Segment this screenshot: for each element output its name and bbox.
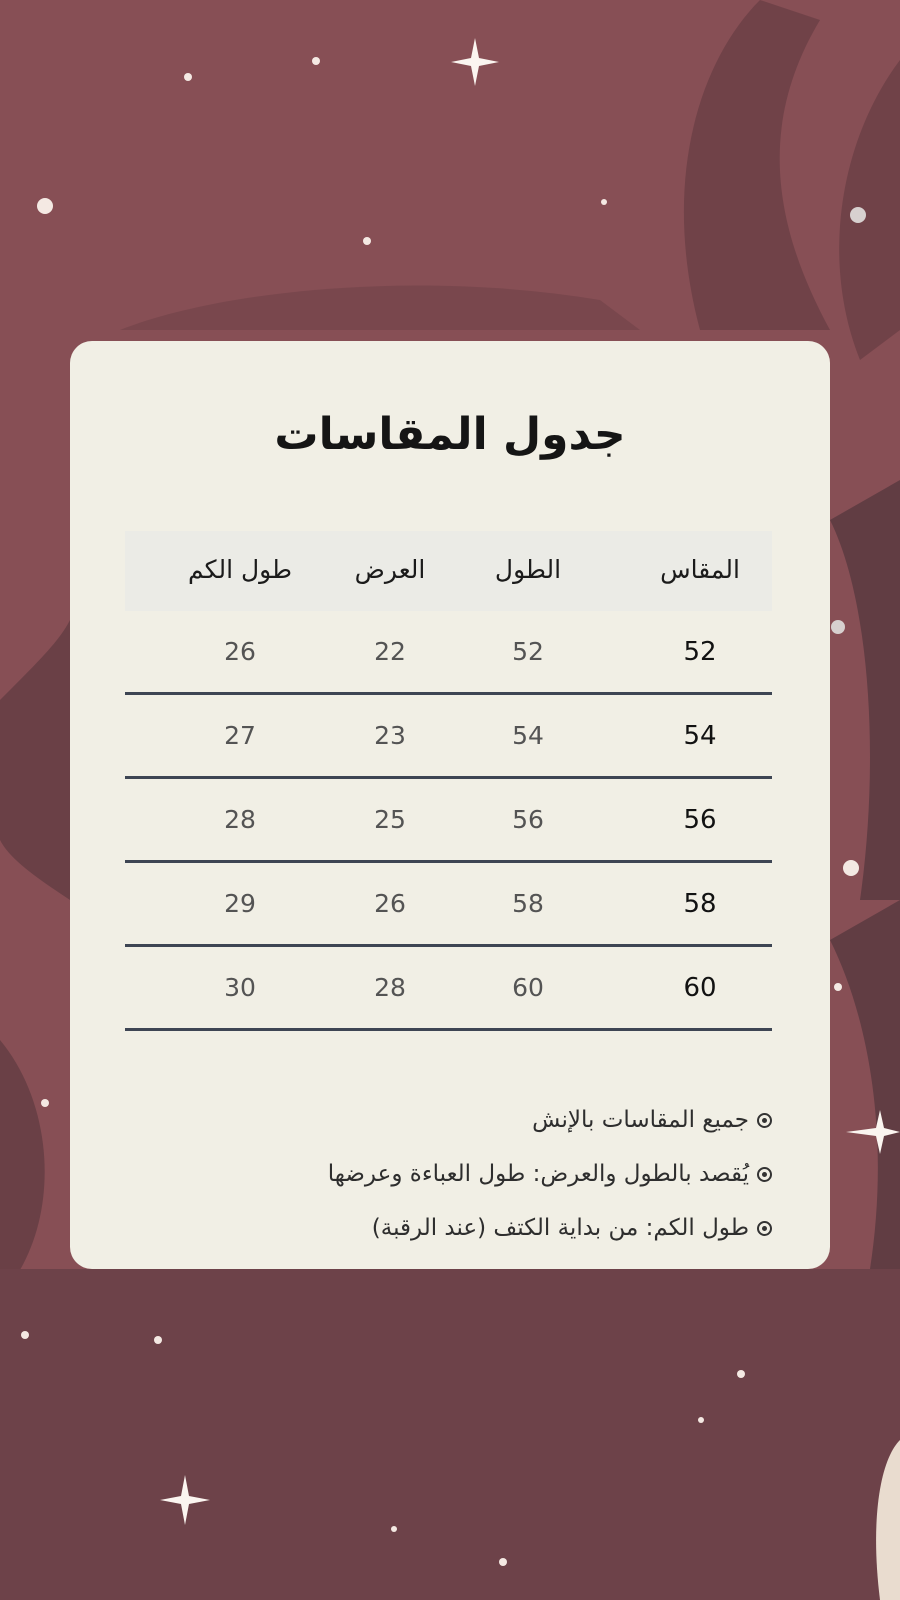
cell-width: 28 <box>374 973 406 1002</box>
cell-width: 23 <box>374 721 406 750</box>
cell-sleeve-length: 26 <box>224 637 256 666</box>
bullet-icon <box>757 1167 772 1182</box>
note-item <box>328 1147 772 1201</box>
bullet-icon <box>757 1221 772 1236</box>
table-row <box>125 947 772 1031</box>
size-table <box>125 531 772 1031</box>
cell-length: 56 <box>512 805 544 834</box>
cell-length: 58 <box>512 889 544 918</box>
table-row <box>125 611 772 695</box>
note-text: يُقصد بالطول والعرض: طول العباءة وعرضها <box>327 1161 749 1187</box>
cell-size: 58 <box>683 889 717 919</box>
cell-length: 60 <box>512 973 544 1002</box>
note-text: جميع المقاسات بالإنش <box>532 1107 749 1133</box>
table-row <box>125 863 772 947</box>
page-title: جدول المقاسات <box>274 409 626 460</box>
header-width: العرض <box>354 555 426 584</box>
cell-width: 25 <box>374 805 406 834</box>
cell-size: 54 <box>683 721 717 751</box>
cell-size: 52 <box>683 637 717 667</box>
note-text: طول الكم: من بداية الكتف (عند الرقبة) <box>371 1215 749 1241</box>
table-row <box>125 779 772 863</box>
note-item <box>328 1201 772 1255</box>
cell-width: 22 <box>374 637 406 666</box>
header-sleeve-length: طول الكم <box>188 555 292 584</box>
table-row <box>125 695 772 779</box>
cell-sleeve-length: 30 <box>224 973 256 1002</box>
cell-size: 60 <box>683 973 717 1003</box>
table-header <box>125 531 772 611</box>
cell-sleeve-length: 29 <box>224 889 256 918</box>
bullet-icon <box>757 1113 772 1128</box>
cell-sleeve-length: 27 <box>224 721 256 750</box>
cell-size: 56 <box>683 805 717 835</box>
cell-length: 52 <box>512 637 544 666</box>
cell-sleeve-length: 28 <box>224 805 256 834</box>
note-item <box>328 1093 772 1147</box>
header-length: الطول <box>494 555 562 584</box>
notes-list <box>328 1093 772 1255</box>
cell-length: 54 <box>512 721 544 750</box>
cell-width: 26 <box>374 889 406 918</box>
size-chart-card <box>70 341 830 1269</box>
header-size: المقاس <box>660 555 740 584</box>
